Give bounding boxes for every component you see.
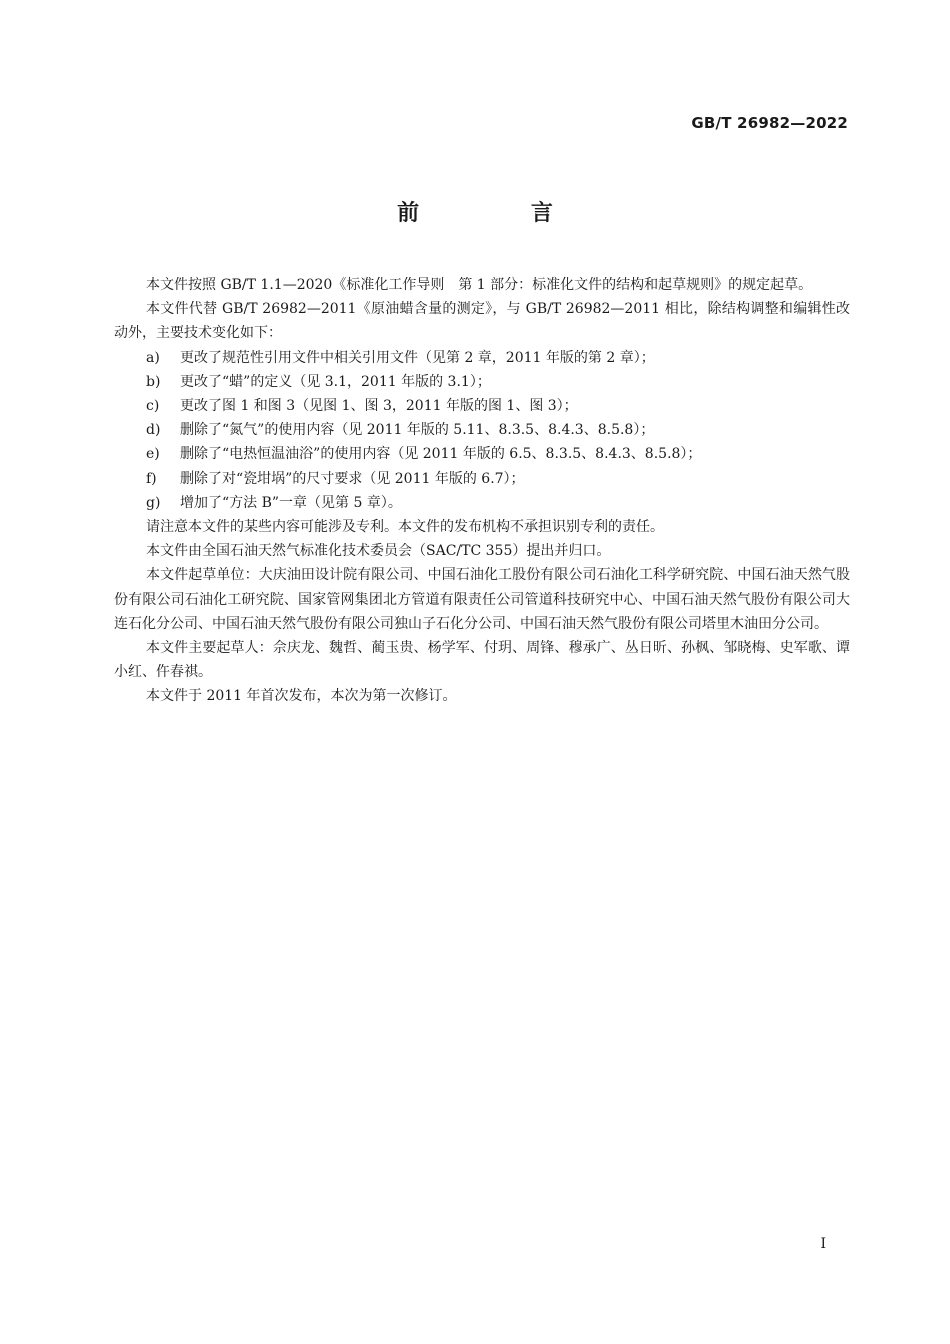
- page-number: I: [820, 1236, 826, 1252]
- list-item-text: 删除了对“瓷坩埚”的尺寸要求（见 2011 年版的 6.7）；: [180, 470, 525, 487]
- paragraph-drafting-rules: 本文件按照 GB/T 1.1—2020《标准化工作导则 第 1 部分：标准化文件的结构和起草规则》的规定起草。: [146, 277, 813, 293]
- paragraph-drafters: 本文件主要起草人：佘庆龙、魏哲、蔺玉贵、杨学军、付玥、周锋、穆承广、丛日昕、孙枫、邹晓梅、史军歌、谭小红、仵春祺。: [114, 640, 850, 681]
- paragraph-history: 本文件于 2011 年首次发布，本次为第一次修订。: [146, 688, 457, 705]
- paragraph-replacement: 本文件代替 GB/T 26982—2011《原油蜡含量的测定》，与 GB/T 26982—2011 相比，除结构调整和编辑性改动外，主要技术变化如下：: [114, 301, 850, 342]
- paragraph-proposer: 本文件由全国石油天然气标准化技术委员会（SAC/TC 355）提出并归口。: [146, 543, 611, 560]
- paragraph-drafting-units: 本文件起草单位：大庆油田设计院有限公司、中国石油化工股份有限公司石油化工科学研究院、中国石油天然气股份有限公司石油化工研究院、国家管网集团北方管道有限责任公司管道科技研究中心、中国石油天然气股份有限公司大连石化分公司、中国石油天然气股份有限公司独山子石化分公司、中国石油天然气股份有限公司塔里木油田分公司。: [114, 567, 850, 632]
- changes-list: [114, 346, 850, 515]
- list-marker: b): [146, 373, 161, 390]
- standard-number: GB/T 26982—2022: [691, 114, 848, 132]
- list-item-text: 更改了“蜡”的定义（见 3.1，2011 年版的 3.1）；: [180, 373, 491, 390]
- list-item: [114, 491, 850, 515]
- list-item: [114, 418, 850, 442]
- list-item: [114, 442, 850, 466]
- page-title: 前 言: [397, 201, 605, 226]
- list-marker: c): [146, 398, 160, 415]
- list-item: [114, 346, 850, 370]
- list-item-text: 更改了图 1 和图 3（见图 1、图 3，2011 年版的图 1、图 3）；: [180, 398, 578, 415]
- list-marker: f): [146, 470, 157, 487]
- list-item: [114, 394, 850, 418]
- list-item: [114, 370, 850, 394]
- list-item-text: 删除了“氮气”的使用内容（见 2011 年版的 5.11、8.3.5、8.4.3、8.5.8）；: [180, 422, 655, 439]
- list-marker: e): [146, 446, 160, 463]
- list-item-text: 增加了“方法 B”一章（见第 5 章）。: [180, 494, 402, 511]
- list-item-text: 删除了“电热恒温油浴”的使用内容（见 2011 年版的 6.5、8.3.5、8.4.3、8.5.8）；: [180, 446, 702, 463]
- paragraph-patent-notice: 请注意本文件的某些内容可能涉及专利。本文件的发布机构不承担识别专利的责任。: [146, 519, 664, 536]
- list-marker: g): [146, 494, 161, 511]
- foreword-body: [114, 273, 850, 709]
- list-item-text: 更改了规范性引用文件中相关引用文件（见第 2 章，2011 年版的第 2 章）；: [180, 349, 655, 366]
- list-item: [114, 467, 850, 491]
- list-marker: a): [146, 349, 160, 366]
- list-marker: d): [146, 422, 161, 439]
